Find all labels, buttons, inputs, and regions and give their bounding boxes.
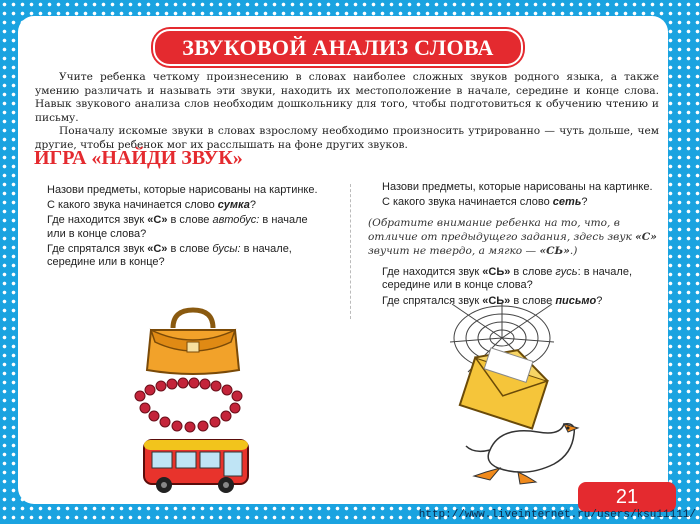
intro-paragraph-2: Поначалу искомые звуки в словах взрослому необходимо произносить утрированно — чуть дольше, чем другие, чтобы ребенок мог их расслышать на фоне других звуков. [35,125,659,151]
left-question-4: Где спрятался звук «С» в слове бусы: в начале, середине или в конце? [47,242,292,269]
watermark-url: http://www.liveinternet.ru/users/ksu11111/ [418,509,696,521]
left-question-1: Назови предметы, которые нарисованы на картинке. [47,184,318,196]
right-question-1: Назови предметы, которые нарисованы на картинке. [382,181,653,193]
bag-icon [143,308,243,378]
bus-icon [140,436,252,496]
game-title: ИГРА «НАЙДИ ЗВУК» [34,147,243,169]
envelope-icon [458,354,550,430]
intro-paragraph-1: Учите ребенка четкому произнесению в словах наиболее сложных звуков родного языка, а также умению различать и называть эти звуки, находить их местоположение в начале, середине и конце слова. Навык звукового анализа слов необходим дошкольнику для того, чтобы подготовиться к обучению чтению и письму. [35,71,659,124]
right-question-3: Где находится звук «СЬ» в слове гусь: в начале, середине или в конце слова? [382,266,632,292]
page-title: ЗВУКОВОЙ АНАЛИЗ СЛОВА [153,29,523,66]
column-divider [350,184,351,319]
right-question-2: С какого звука начинается слово сеть? [382,196,588,209]
right-column [368,181,664,310]
goose-icon [460,420,582,486]
page-number: 21 [578,482,676,512]
page-card [18,16,668,504]
left-column [33,184,319,271]
beads-icon [130,376,250,434]
parent-note: (Обратите внимание ребенка на то, что, в отличие от предыдущего задания, здесь звук «С» звучит не твердо, а мягко — «СЬ».) [368,217,657,257]
left-question-2: С какого звука начинается слово сумка? [47,199,256,212]
left-question-3: Где находится звук «С» в слове автобус: в начале или в конце слова? [47,214,308,240]
right-question-4: Где спрятался звук «СЬ» в слове письмо? [382,294,603,307]
intro-text [35,71,659,153]
